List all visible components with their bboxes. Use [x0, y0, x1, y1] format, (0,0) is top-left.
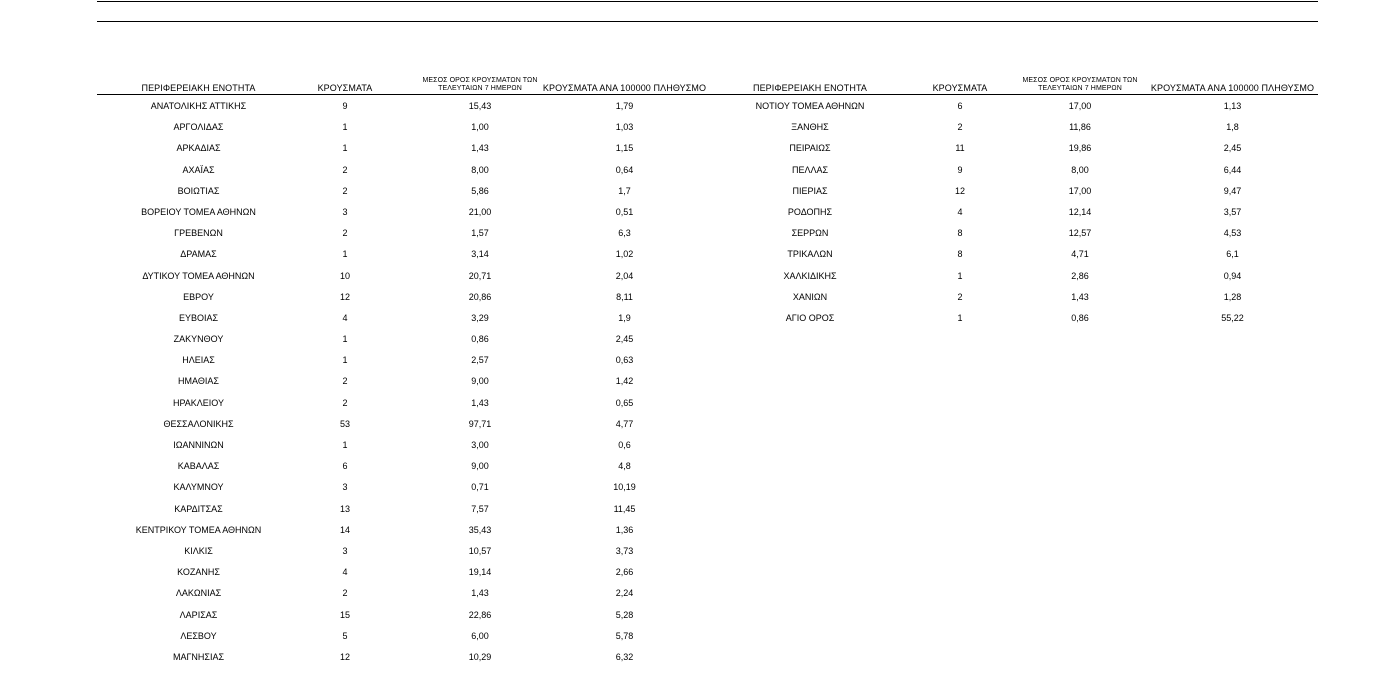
avg-7-days-value: 15,43 — [468, 101, 492, 111]
table-row — [97, 159, 714, 180]
region-name: ΧΑΝΙΩΝ — [792, 291, 828, 302]
per-100k-value: 3,73 — [615, 545, 634, 556]
per-100k-value: 6,3 — [618, 228, 631, 239]
cases-value: 3 — [342, 482, 348, 493]
region-name: ΣΕΡΡΩΝ — [791, 228, 829, 239]
per-100k-value: 55,22 — [1221, 312, 1244, 323]
per-100k-value: 6,32 — [615, 651, 634, 662]
per-100k-value: 5,78 — [615, 630, 634, 641]
per-100k-value: 1,7 — [618, 185, 631, 196]
region-name: ΛΕΣΒΟΥ — [180, 630, 217, 641]
avg-7-days-value: 4,71 — [1071, 249, 1089, 260]
cases-value: 6 — [957, 101, 963, 111]
table-row — [710, 137, 1318, 158]
region-name: ΤΡΙΚΑΛΩΝ — [787, 249, 833, 260]
header-avg-line1: ΜΕΣΟΣ ΟΡΟΣ ΚΡΟΥΣΜΑΤΩΝ ΤΩΝ — [422, 77, 538, 84]
avg-7-days-value: 6,00 — [471, 630, 489, 641]
per-100k-value: 10,19 — [613, 482, 636, 493]
region-name: ΗΜΑΘΙΑΣ — [178, 376, 219, 387]
cases-value: 2 — [342, 397, 348, 408]
table-row — [97, 455, 714, 476]
table-body — [97, 95, 714, 667]
avg-7-days-value: 12,57 — [1068, 228, 1092, 239]
cases-value: 2 — [342, 164, 348, 175]
table-row — [710, 180, 1318, 201]
cases-value: 14 — [339, 524, 350, 535]
table-row — [97, 243, 714, 264]
per-100k-value: 1,79 — [615, 101, 634, 111]
region-name: ΔΥΤΙΚΟΥ ΤΟΜΕΑ ΑΘΗΝΩΝ — [142, 270, 255, 281]
table-row — [97, 116, 714, 137]
region-name: ΞΑΝΘΗΣ — [791, 122, 829, 133]
cases-value: 9 — [957, 164, 963, 175]
per-100k-value: 8,11 — [616, 291, 633, 302]
avg-7-days-value: 7,57 — [471, 503, 489, 514]
region-name: ΠΙΕΡΙΑΣ — [792, 185, 828, 196]
header-region: ΠΕΡΙΦΕΡΕΙΑΚΗ ΕΝΟΤΗΤΑ — [752, 83, 868, 93]
cases-value: 1 — [342, 334, 348, 345]
avg-7-days-value: 3,14 — [471, 249, 489, 260]
per-100k-value: 0,63 — [615, 355, 634, 366]
region-name: ΧΑΛΚΙΔΙΚΗΣ — [783, 270, 837, 281]
table-row — [97, 265, 714, 286]
avg-7-days-value: 97,71 — [468, 418, 492, 429]
per-100k-value: 1,03 — [615, 122, 634, 133]
per-100k-value: 0,51 — [615, 206, 634, 217]
region-name: ΓΡΕΒΕΝΩΝ — [174, 228, 223, 239]
cases-value: 3 — [342, 206, 348, 217]
cases-value: 9 — [342, 101, 348, 111]
region-name: ΕΥΒΟΙΑΣ — [178, 312, 219, 323]
cases-value: 11 — [955, 143, 965, 154]
region-name: ΒΟΙΩΤΙΑΣ — [177, 185, 220, 196]
header-avg-line2: ΤΕΛΕΥΤΑΙΩΝ 7 ΗΜΕΡΩΝ — [1038, 85, 1122, 92]
table-row — [710, 116, 1318, 137]
per-100k-value: 3,57 — [1223, 206, 1242, 217]
table-row — [710, 222, 1318, 243]
table-row — [97, 476, 714, 497]
per-100k-value: 4,77 — [615, 418, 634, 429]
avg-7-days-value: 5,86 — [471, 185, 489, 196]
table-row — [97, 222, 714, 243]
region-name: ΑΡΚΑΔΙΑΣ — [176, 143, 221, 154]
cases-table-left — [97, 70, 714, 667]
header-cases: ΚΡΟΥΣΜΑΤΑ — [317, 83, 373, 93]
avg-7-days-value: 2,86 — [1071, 270, 1089, 281]
table-row — [97, 349, 714, 370]
region-name: ΛΑΡΙΣΑΣ — [179, 609, 218, 620]
per-100k-value: 2,24 — [615, 588, 634, 599]
avg-7-days-value: 10,29 — [468, 651, 492, 662]
avg-7-days-value: 20,86 — [468, 291, 492, 302]
table-row — [710, 201, 1318, 222]
table-row — [710, 265, 1318, 286]
per-100k-value: 1,13 — [1223, 101, 1242, 111]
cases-value: 4 — [957, 206, 963, 217]
avg-7-days-value: 0,86 — [471, 334, 489, 345]
avg-7-days-value: 17,00 — [1068, 185, 1092, 196]
region-name: ΚΑΛΥΜΝΟΥ — [173, 482, 224, 493]
header-avg-line2: ΤΕΛΕΥΤΑΙΩΝ 7 ΗΜΕΡΩΝ — [438, 85, 522, 92]
per-100k-value: 1,8 — [1226, 122, 1239, 133]
per-100k-value: 1,36 — [615, 524, 634, 535]
region-name: ΒΟΡΕΙΟΥ ΤΟΜΕΑ ΑΘΗΝΩΝ — [141, 206, 256, 217]
avg-7-days-value: 2,57 — [471, 355, 489, 366]
avg-7-days-value: 17,00 — [1068, 101, 1092, 111]
region-name: ΚΙΛΚΙΣ — [184, 545, 213, 556]
region-name: ΗΛΕΙΑΣ — [182, 355, 215, 366]
cases-value: 6 — [342, 461, 348, 472]
cases-value: 2 — [342, 588, 348, 599]
cases-value: 13 — [339, 503, 350, 514]
table-row — [97, 519, 714, 540]
per-100k-value: 4,53 — [1223, 228, 1242, 239]
cases-value: 5 — [342, 630, 348, 641]
table-row — [97, 307, 714, 328]
cases-value: 12 — [954, 185, 965, 196]
table-row — [97, 392, 714, 413]
cases-table-right — [710, 70, 1318, 328]
avg-7-days-value: 1,57 — [471, 228, 489, 239]
per-100k-value: 2,04 — [615, 270, 634, 281]
cases-value: 8 — [957, 249, 963, 260]
region-name: ΚΟΖΑΝΗΣ — [177, 567, 220, 578]
avg-7-days-value: 1,43 — [471, 143, 489, 154]
region-name: ΔΡΑΜΑΣ — [180, 249, 217, 260]
table-row — [97, 582, 714, 603]
region-name: ΑΝΑΤΟΛΙΚΗΣ ΑΤΤΙΚΗΣ — [150, 101, 247, 111]
avg-7-days-value: 0,71 — [471, 482, 489, 493]
per-100k-value: 2,45 — [1223, 143, 1242, 154]
cases-value: 2 — [957, 122, 963, 133]
avg-7-days-value: 1,43 — [471, 588, 489, 599]
table-row — [710, 159, 1318, 180]
avg-7-days-value: 8,00 — [471, 164, 489, 175]
avg-7-days-value: 20,71 — [468, 270, 492, 281]
region-name: ΘΕΣΣΑΛΟΝΙΚΗΣ — [163, 418, 234, 429]
table-row — [97, 201, 714, 222]
header-avg-line1: ΜΕΣΟΣ ΟΡΟΣ ΚΡΟΥΣΜΑΤΩΝ ΤΩΝ — [1022, 77, 1138, 84]
avg-7-days-value: 19,14 — [468, 567, 492, 578]
cases-value: 8 — [957, 228, 963, 239]
table-row — [97, 180, 714, 201]
per-100k-value: 1,15 — [615, 143, 634, 154]
region-name: ΚΕΝΤΡΙΚΟΥ ΤΟΜΕΑ ΑΘΗΝΩΝ — [135, 524, 262, 535]
region-name: ΛΑΚΩΝΙΑΣ — [175, 588, 222, 599]
cases-value: 1 — [342, 122, 348, 133]
cases-value: 2 — [342, 376, 348, 387]
table-row — [97, 370, 714, 391]
table-row — [97, 328, 714, 349]
avg-7-days-value: 21,00 — [468, 206, 492, 217]
region-name: ΜΑΓΝΗΣΙΑΣ — [172, 651, 225, 662]
cases-value: 4 — [342, 312, 348, 323]
header-per-100k: ΚΡΟΥΣΜΑΤΑ ΑΝΑ 100000 ΠΛΗΘΥΣΜΟ — [1150, 83, 1315, 93]
avg-7-days-value: 35,43 — [468, 524, 492, 535]
avg-7-days-value: 22,86 — [468, 609, 492, 620]
avg-7-days-value: 1,00 — [471, 122, 489, 133]
per-100k-value: 1,28 — [1223, 291, 1242, 302]
table-row — [97, 286, 714, 307]
per-100k-value: 1,9 — [618, 312, 631, 323]
per-100k-value: 5,28 — [615, 609, 634, 620]
per-100k-value: 0,94 — [1223, 270, 1242, 281]
avg-7-days-value: 1,43 — [1071, 291, 1089, 302]
cases-value: 1 — [957, 312, 963, 323]
avg-7-days-value: 3,29 — [471, 312, 489, 323]
header-avg-7-days — [1010, 77, 1150, 93]
region-name: ΑΡΓΟΛΙΔΑΣ — [173, 122, 224, 133]
per-100k-value: 9,47 — [1223, 185, 1242, 196]
table-row — [97, 413, 714, 434]
table-row — [97, 498, 714, 519]
region-name: ΙΩΑΝΝΙΝΩΝ — [173, 440, 224, 450]
avg-7-days-value: 12,14 — [1068, 206, 1092, 217]
avg-7-days-value: 11,86 — [1069, 122, 1091, 133]
cases-value: 1 — [342, 249, 348, 260]
table-row — [97, 625, 714, 646]
per-100k-value: 2,66 — [615, 567, 634, 578]
per-100k-value: 0,64 — [615, 164, 634, 175]
table-row — [97, 604, 714, 625]
avg-7-days-value: 3,00 — [471, 440, 489, 450]
region-name: ΚΑΒΑΛΑΣ — [177, 461, 220, 472]
table-row — [97, 646, 714, 667]
region-name: ΑΧΑΪΑΣ — [182, 164, 215, 175]
per-100k-value: 0,6 — [618, 440, 631, 450]
region-name: ΖΑΚΥΝΘΟΥ — [173, 334, 224, 345]
region-name: ΠΕΙΡΑΙΩΣ — [789, 143, 831, 154]
per-100k-value: 0,65 — [615, 397, 634, 408]
cases-value: 2 — [342, 185, 348, 196]
cases-value: 1 — [342, 440, 348, 450]
header-rule — [97, 21, 1318, 22]
avg-7-days-value: 1,43 — [471, 397, 489, 408]
region-name: ΑΓΙΟ ΟΡΟΣ — [785, 312, 835, 323]
avg-7-days-value: 0,86 — [1071, 312, 1089, 323]
cases-value: 1 — [957, 270, 963, 281]
cases-value: 3 — [342, 545, 348, 556]
region-name: ΕΒΡΟΥ — [183, 291, 214, 302]
region-name: ΠΕΛΛΑΣ — [791, 164, 829, 175]
per-100k-value: 6,1 — [1226, 249, 1239, 260]
table-row — [97, 137, 714, 158]
table-header — [710, 70, 1318, 95]
per-100k-value: 4,8 — [618, 461, 631, 472]
per-100k-value: 11,45 — [613, 503, 636, 514]
per-100k-value: 1,42 — [615, 376, 634, 387]
per-100k-value: 6,44 — [1223, 164, 1242, 175]
cases-value: 12 — [339, 651, 350, 662]
avg-7-days-value: 9,00 — [471, 376, 489, 387]
per-100k-value: 2,45 — [615, 334, 634, 345]
table-row — [710, 95, 1318, 116]
table-row — [710, 243, 1318, 264]
avg-7-days-value: 19,86 — [1068, 143, 1092, 154]
table-row — [97, 434, 714, 455]
per-100k-value: 1,02 — [615, 249, 634, 260]
table-header — [97, 70, 714, 95]
header-region: ΠΕΡΙΦΕΡΕΙΑΚΗ ΕΝΟΤΗΤΑ — [141, 83, 256, 93]
table-row — [710, 286, 1318, 307]
cases-value: 15 — [339, 609, 350, 620]
cases-value: 1 — [342, 143, 348, 154]
region-name: ΝΟΤΙΟΥ ΤΟΜΕΑ ΑΘΗΝΩΝ — [755, 101, 865, 111]
avg-7-days-value: 10,57 — [468, 545, 492, 556]
cases-value: 10 — [339, 270, 350, 281]
cases-value: 1 — [342, 355, 348, 366]
cases-value: 2 — [342, 228, 348, 239]
avg-7-days-value: 9,00 — [471, 461, 489, 472]
cases-value: 12 — [339, 291, 350, 302]
table-row — [97, 95, 714, 116]
top-rule — [97, 1, 1318, 2]
header-per-100k: ΚΡΟΥΣΜΑΤΑ ΑΝΑ 100000 ΠΛΗΘΥΣΜΟ — [542, 83, 707, 93]
cases-value: 4 — [342, 567, 348, 578]
region-name: ΗΡΑΚΛΕΙΟΥ — [172, 397, 225, 408]
cases-value: 53 — [339, 418, 350, 429]
region-name: ΡΟΔΟΠΗΣ — [787, 206, 833, 217]
table-row — [97, 540, 714, 561]
table-row — [710, 307, 1318, 328]
region-name: ΚΑΡΔΙΤΣΑΣ — [174, 503, 223, 514]
table-row — [97, 561, 714, 582]
header-cases: ΚΡΟΥΣΜΑΤΑ — [932, 83, 988, 93]
avg-7-days-value: 8,00 — [1071, 164, 1089, 175]
table-body — [710, 95, 1318, 328]
cases-value: 2 — [957, 291, 963, 302]
